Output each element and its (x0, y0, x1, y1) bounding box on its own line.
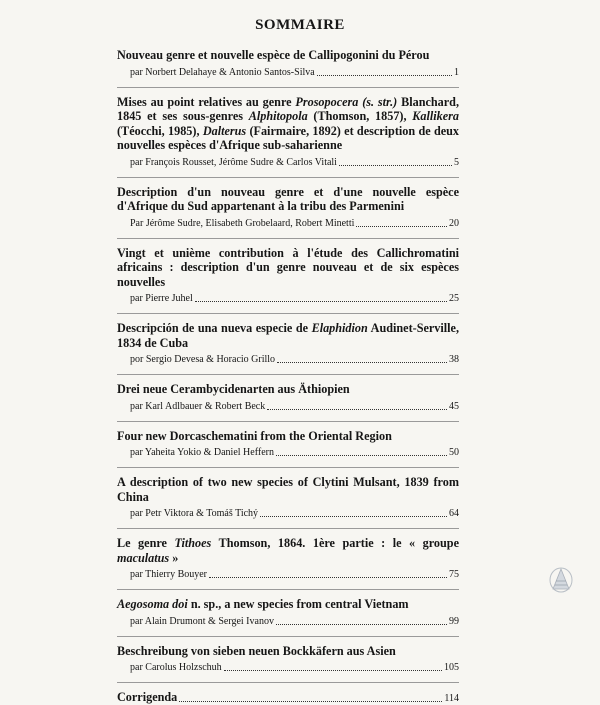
toc-entry[interactable] (117, 95, 459, 169)
divider (117, 589, 459, 590)
entry-title-italic: maculatus (117, 550, 170, 565)
author-line (117, 569, 459, 581)
entry-page-number: 114 (444, 692, 459, 704)
entry-title-italic: Aegosoma doi (117, 597, 188, 611)
divider (117, 421, 459, 422)
entry-title-text: Le genre (117, 536, 175, 550)
divider (117, 87, 459, 88)
dot-leader (339, 164, 452, 166)
entry-title-text: Beschreibung von sieben neuen Bockkäfern aus Asien (117, 643, 396, 658)
entry-page-number: 45 (449, 400, 459, 412)
entry-title (117, 690, 177, 705)
entry-title-text: Drei neue Cerambycidenarten aus Äthiopien (117, 382, 350, 396)
entry-page-number: 99 (449, 615, 459, 627)
entry-authors: par Thierry Bouyer (130, 569, 208, 580)
toc-entry[interactable] (117, 475, 459, 520)
table-of-contents (117, 48, 459, 705)
entry-authors: par Carolus Holzschuh (130, 662, 222, 673)
entry-title-text: » (169, 550, 179, 565)
author-line (117, 401, 459, 413)
entry-title-italic: Tithoes (174, 536, 212, 550)
author-line (117, 662, 459, 674)
dot-leader (356, 225, 447, 227)
entry-title-italic: Alphitopola (248, 109, 308, 123)
entry-title (117, 95, 459, 153)
entry-page-number: 75 (449, 569, 459, 580)
dot-leader (276, 623, 447, 625)
toc-entry[interactable] (117, 48, 459, 79)
entry-authors: par François Rousset, Jérôme Sudre & Carlos Vitali (130, 156, 337, 168)
author-line (117, 67, 459, 79)
divider (117, 177, 459, 178)
entry-authors: par Alain Drumont & Sergei Ivanov (130, 615, 274, 627)
entry-title (117, 321, 459, 350)
divider (117, 238, 459, 239)
entry-page-number: 1 (454, 66, 459, 78)
toc-entry[interactable] (117, 597, 459, 628)
toc-entry[interactable] (117, 644, 459, 675)
author-line (117, 293, 459, 305)
entry-title-text: Description d'un nouveau genre et d'une nouvelle espèce d'Afrique du Sud appartenant à la tribu des Parmenini (117, 184, 459, 213)
entry-page-number: 50 (449, 447, 459, 458)
entry-title (117, 644, 459, 659)
dot-leader (224, 669, 442, 671)
entry-title (117, 597, 459, 612)
dot-leader (276, 454, 447, 456)
entry-title (117, 185, 459, 214)
author-line (117, 508, 459, 520)
divider (117, 313, 459, 314)
dot-leader (267, 408, 447, 410)
toc-entry[interactable] (117, 382, 459, 413)
entry-title-text: Vingt et unième contribution à l'étude des Callichromatini africains : description d'un genre nouveau et de six espèces nouvelles (117, 245, 459, 289)
entry-title-text: Four new Dorcaschematini from the Oriental Region (117, 428, 392, 443)
entry-title-text: (Fairmaire, 1892) et description de deux nouvelles espèces d'Afrique sub-saharienne (117, 123, 459, 152)
entry-authors: par Karl Adlbauer & Robert Beck (130, 400, 266, 412)
entry-authors: par Pierre Juhel (130, 293, 193, 304)
entry-authors: por Sergio Devesa & Horacio Grillo (130, 354, 276, 365)
entry-title-text: A description of two new species of Clytini Mulsant, 1839 from China (117, 475, 459, 504)
author-line (117, 447, 459, 459)
dot-leader (317, 74, 452, 76)
entry-title-text: Descripción de una nueva especie de (117, 321, 312, 335)
entry-title (117, 536, 459, 565)
toc-entry[interactable] (117, 429, 459, 460)
toc-entry[interactable] (117, 246, 459, 306)
divider (117, 636, 459, 637)
divider (117, 528, 459, 529)
entry-page-number: 105 (444, 662, 459, 673)
pyramid-emblem-icon (548, 565, 574, 593)
toc-entry[interactable] (117, 536, 459, 581)
entry-title-text: Blanchard, 1845 et ses sous-genres (117, 94, 459, 123)
divider (117, 682, 459, 683)
entry-title-text: (Thomson, 1857), (307, 109, 413, 123)
entry-title-italic: Kallikera (412, 109, 459, 123)
entry-title (117, 475, 459, 504)
author-line (117, 354, 459, 366)
entry-title-italic: Elaphidion (311, 321, 368, 335)
toc-entry[interactable] (117, 321, 459, 366)
author-line (117, 616, 459, 628)
entry-page-number: 25 (449, 293, 459, 304)
entry-title-italic: Prosopocera (s. str.) (295, 94, 398, 109)
entry-title (117, 382, 459, 397)
entry-title-italic: Dalterus (202, 123, 247, 138)
divider (117, 467, 459, 468)
entry-title-text: n. sp., a new species from central Vietnam (187, 597, 409, 611)
dot-leader (209, 576, 447, 578)
dot-leader (179, 700, 442, 702)
title-line (117, 690, 459, 705)
entry-authors: Par Jérôme Sudre, Elisabeth Grobelaard, Robert Minetti (130, 217, 355, 229)
dot-leader (260, 515, 447, 517)
dot-leader (195, 300, 447, 302)
entry-page-number: 20 (449, 217, 459, 229)
author-line (117, 218, 459, 230)
entry-title-text: Nouveau genre et nouvelle espèce de Callipogonini du Pérou (117, 48, 430, 62)
dot-leader (277, 361, 447, 363)
entry-authors: par Yaheita Yokio & Daniel Heffern (130, 447, 274, 458)
page-title: SOMMAIRE (255, 17, 345, 33)
entry-title-text: Thomson, 1864. 1ère partie : le « groupe (211, 536, 459, 550)
entry-title-text: Corrigenda (117, 690, 178, 704)
entry-authors: par Norbert Delahaye & Antonio Santos-Silva (130, 66, 315, 78)
entry-page-number: 64 (449, 508, 459, 519)
entry-page-number: 5 (454, 156, 459, 168)
toc-entry[interactable] (117, 690, 459, 705)
entry-title-text: Mises au point relatives au genre (117, 94, 296, 109)
entry-authors: par Petr Viktora & Tomáš Tichý (130, 508, 259, 519)
entry-title-text: (Téocchi, 1985), (117, 123, 203, 138)
entry-title (117, 429, 459, 444)
author-line (117, 157, 459, 169)
toc-entry[interactable] (117, 185, 459, 230)
divider (117, 374, 459, 375)
entry-title (117, 48, 459, 63)
entry-title (117, 246, 459, 290)
entry-title-text: Audinet-Serville, 1834 de Cuba (117, 321, 459, 350)
entry-page-number: 38 (449, 354, 459, 365)
